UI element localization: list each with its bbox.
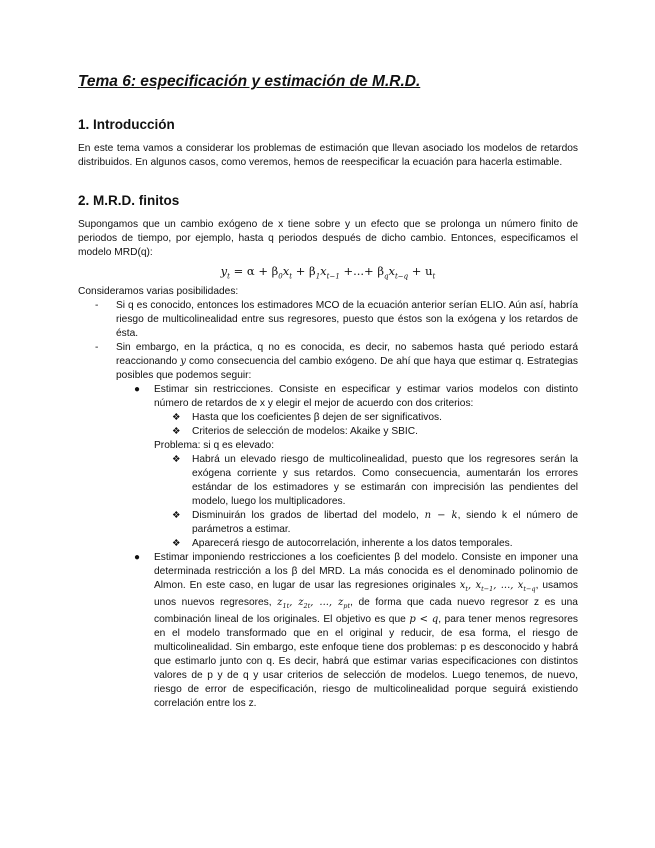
- diamond-marker: ❖: [172, 510, 181, 522]
- list-item: ❖ Criterios de selección de modelos: Akaike y SBIC.: [172, 426, 418, 438]
- section-2-intro: Supongamos que un cambio exógeno de x tiene sobre y un efecto que se prolonga un número finito de periodos de tiempo, por ejemplo, hasta q periodos después de dicho cambio. Entonces, especificamos el modelo MRD(q):: [78, 219, 578, 258]
- document-page: [78, 72, 578, 711]
- list-item: ● Estimar imponiendo restricciones a los coeficientes β del modelo. Consiste en imponer una determinada restricción a los β del MRD. La más conocida es el denominado polinomio de Almon. En este caso, en lugar de usar las regresiones originales $x_t$, $x_{t-1}$, ..., $x_{t-q}$, usamos unos nuevos regresores, $z_{1t}$, $z_{2t}$, ..., $z_{pt}$, de forma que cada nuevo regresor z es una combinación lineal de los originales. El objetivo es que p < q, para tener menos regresores en el modelo transformado que en el original y reducir, de esa forma, el riesgo de multicolinealidad. Sin embargo, este enfoque tiene dos problemas: p es desconocido y habrá que estimarlo junto con q. Es decir, habrá que estimar varias especificaciones con distintos valores de p y de q y usar criterios de selección de modelos. Luego tenemos, de nuevo, riesgo de error de especificación, riesgo de multicolinealidad porque seguirá existiendo correlación entre los z.: [134, 552, 578, 710]
- list-item: ❖ Habrá un elevado riesgo de multicolinealidad, puesto que los regresores serán la exógena corriente y sus retardos. Como consecuencia, aumentarán los errores estándar de los estimadores y se estimarán con imprecisión las pendientes del modelo, luego los multiplicadores.: [172, 454, 578, 508]
- mrd-equation: $y_t = \alpha + \beta_0x_t + \beta_1x_{t-1}$ +...+ $\beta_qx_{t-q} + u_t$: [220, 264, 436, 281]
- diamond-marker: ❖: [172, 538, 181, 550]
- section-1-heading: 1. Introducción: [78, 117, 175, 132]
- criteria-list: [154, 411, 578, 439]
- document-title: Tema 6: especificación y estimación de M.R.D.: [78, 73, 421, 90]
- list-item: ❖ Aparecerá riesgo de autocorrelación, inherente a los datos temporales.: [172, 538, 513, 550]
- diamond-marker: ❖: [172, 426, 181, 438]
- problem-label: Problema: si q es elevado:: [154, 440, 275, 452]
- list-item: - Sin embargo, en la práctica, q no es conocida, es decir, no sabemos hasta qué periodo estará reaccionando y como consecuencia del cambio exógeno. De ahí que haya que estimar q. Estrategias posibles que podemos seguir: ● Estimar sin restricciones. Consiste en especificar y estimar varios modelos con distinto número de retardos de x y elegir el mejor de acuerdo con dos criterios: ❖ Hasta que los coeficientes β dejen de ser significativos. ❖ Criterios de selección de modelos: Akaike y SBIC. Problema: si q es elevado: ❖ Habrá un elevado riesgo de multicolinealidad, puesto que los regresores serán la exógena corriente y sus retardos. Como consecuencia, aumentarán los errores estándar de los estimadores y se estimarán con imprecisión las pendientes del modelo, luego los multiplicadores. ❖ Disminuirán los grados de libertad del modelo, n − k, siendo k el número de parámetros a estimar. ❖ Aparecerá riesgo de autocorrelación, inherente a los datos temporales. ● Estimar imponiendo restricciones a los coeficientes β del modelo. Consiste en imponer una determinada restricción a los β del MRD. La más conocida es el denominado polinomio de Almon. En este caso, en lugar de usar las regresiones originales $x_t$, $x_{t-1}$, ..., $x_{t-q}$, usamos unos nuevos regresores, $z_{1t}$, $z_{2t}$, ..., $z_{pt}$, de forma que cada nuevo regresor z es una combinación lineal de los originales. El objetivo es que p < q, para tener menos regresores en el modelo transformado que en el original y reducir, de esa forma, el riesgo de multicolinealidad. Sin embargo, este enfoque tiene dos problemas: p es desconocido y habrá que estimarlo junto con q. Es decir, habrá que estimar varias especificaciones con distintos valores de p y de q y usar criterios de selección de modelos. Luego tenemos, de nuevo, riesgo de error de especificación, riesgo de multicolinealidad porque seguirá existiendo correlación entre los z.: [95, 342, 578, 710]
- bullet-marker: ●: [134, 384, 141, 396]
- bullet-marker: ●: [134, 552, 141, 564]
- section-1-paragraph: En este tema vamos a considerar los problemas de estimación que llevan asociado los modelos de retardos distribuidos. En algunos casos, como veremos, hemos de reespecificar la ecuación para hacerla estimable.: [78, 143, 578, 168]
- section-2-heading: 2. M.R.D. finitos: [78, 193, 180, 208]
- problems-list: [154, 453, 578, 551]
- list-item: ❖ Disminuirán los grados de libertad del modelo, n − k, siendo k el número de parámetros a estimar.: [172, 510, 578, 536]
- strategies-list: [116, 383, 578, 711]
- possibilities-label: Consideramos varias posibilidades:: [78, 286, 239, 298]
- diamond-marker: ❖: [172, 454, 181, 466]
- list-item: ❖ Hasta que los coeficientes β dejen de ser significativos.: [172, 412, 442, 424]
- diamond-marker: ❖: [172, 412, 181, 424]
- dash-marker: -: [95, 342, 99, 354]
- list-item: - Si q es conocido, entonces los estimadores MCO de la ecuación anterior serían ELIO. Aún así, habría riesgo de multicolinealidad entre sus regresores, puesto que éstos son la exógena y los retardos de ésta.: [95, 300, 578, 340]
- dash-marker: -: [95, 300, 99, 312]
- list-item: ● Estimar sin restricciones. Consiste en especificar y estimar varios modelos con distinto número de retardos de x y elegir el mejor de acuerdo con dos criterios: ❖ Hasta que los coeficientes β dejen de ser significativos. ❖ Criterios de selección de modelos: Akaike y SBIC. Problema: si q es elevado: ❖ Habrá un elevado riesgo de multicolinealidad, puesto que los regresores serán la exógena corriente y sus retardos. Como consecuencia, aumentarán los errores estándar de los estimadores y se estimarán con imprecisión las pendientes del modelo, luego los multiplicadores. ❖ Disminuirán los grados de libertad del modelo, n − k, siendo k el número de parámetros a estimar. ❖ Aparecerá riesgo de autocorrelación, inherente a los datos temporales.: [134, 384, 578, 550]
- possibilities-list: [78, 299, 578, 711]
